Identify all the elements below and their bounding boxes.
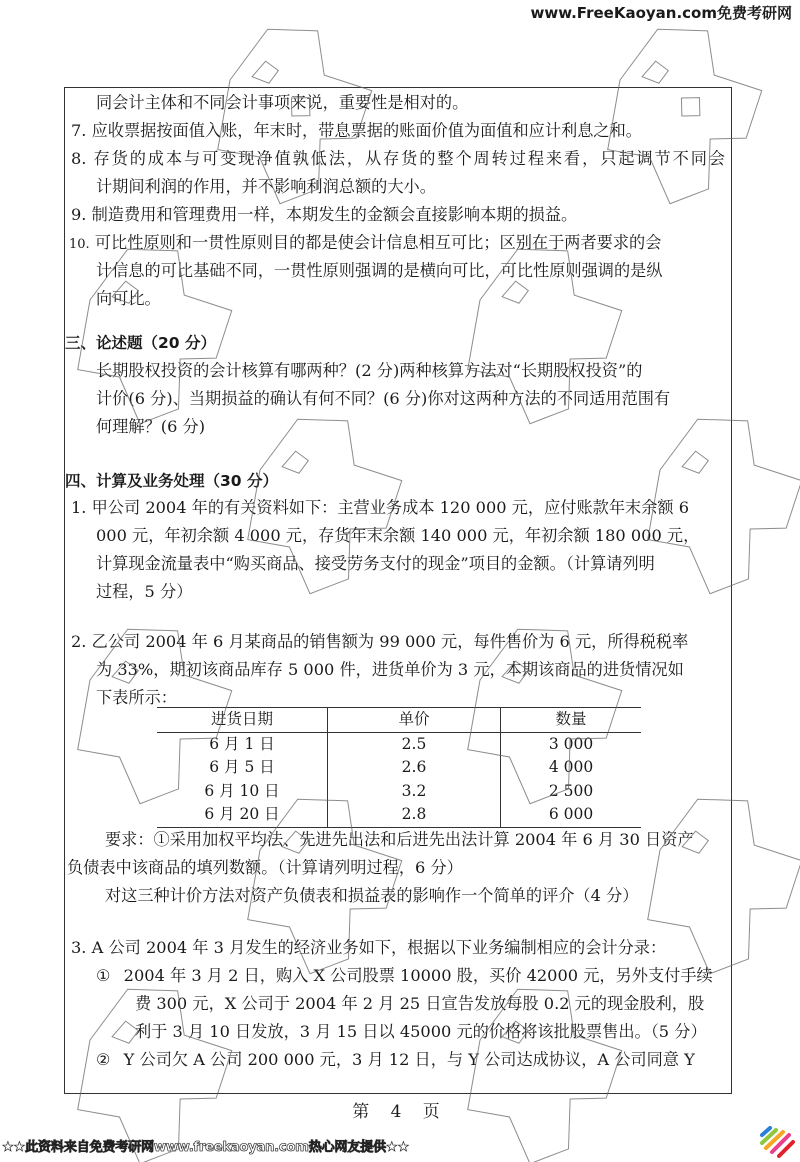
question-3-sub-1-line-3: 利于 3 月 10 日发放，3 月 15 日以 45000 元的价格将该批股票售出。（5 分） (135, 1022, 707, 1041)
cell-price: 2.6 (328, 756, 501, 780)
question-3-sub-1-line-2: 费 300 元，X 公司于 2004 年 2 月 25 日宣告发放每股 0.2 元的现金股利，股 (135, 994, 705, 1013)
section-three-line-1: 长期股权投资的会计核算有哪两种？(2 分)两种核算方法对“长期股权投资”的 (96, 361, 643, 380)
continuation-line: 同会计主体和不同会计事项来说，重要性是相对的。 (96, 93, 469, 112)
exam-content (65, 88, 731, 1093)
question-2-line-3: 下表所示： (96, 688, 177, 707)
question-1-line-4: 过程，5 分） (96, 582, 193, 601)
footer-note: ★★此资料来自免费考研网www.freekaoyan.com热心网友提供★★ (2, 1140, 409, 1155)
cell-date: 6 月 10 日 (157, 780, 328, 804)
cell-qty: 4 000 (548, 758, 594, 776)
cell-date: 6 月 1 日 (157, 732, 328, 756)
table-row (157, 803, 641, 827)
cell-qty: 6 000 (548, 805, 594, 823)
section-four-heading: 四、计算及业务处理（30 分） (65, 472, 278, 490)
question-3-sub-1 (96, 962, 725, 990)
table-header-row (157, 708, 641, 733)
item-text: 制造费用和管理费用一样，本期发生的金额会直接影响本期的损益。 (91, 205, 578, 224)
question-text: 甲公司 2004 年的有关资料如下：主营业务成本 120 000 元，应付账款年末余额 6 (91, 498, 690, 517)
cell-qty: 2 500 (548, 781, 594, 800)
sub-marker: ② (96, 1050, 111, 1069)
item-9 (71, 201, 725, 229)
question-3 (71, 934, 725, 962)
item-text: 可比性原则和一贯性原则目的都是使会计信息相互可比；区别在于两者要求的会 (94, 233, 662, 252)
section-three-line-3: 何理解？(6 分) (96, 417, 206, 436)
question-3-sub-2 (96, 1046, 725, 1074)
requirement-line-3: 对这三种计价方法对资产负债表和损益表的影响作一个简单的评介（4 分） (105, 886, 639, 905)
col-header-price: 单价 (328, 708, 501, 733)
col-header-date: 进货日期 (157, 708, 328, 733)
question-text: 乙公司 2004 年 6 月某商品的销售额为 99 000 元，每件售价为 6 元，所得税税率 (91, 632, 689, 651)
item-number: 9. (71, 205, 87, 224)
item-10 (69, 229, 725, 259)
logo-stripe (762, 1128, 770, 1135)
sub-text: 2004 年 3 月 2 日，购入 X 公司股票 10000 股，买价 42000 元，另外支付手续 (123, 966, 713, 985)
cell-price: 2.5 (328, 732, 501, 756)
question-number: 1. (71, 498, 87, 517)
question-1-line-3: 计算现金流量表中“购买商品、接受劳务支付的现金”项目的金额。（计算请列明 (96, 554, 655, 573)
item-number: 7. (71, 121, 87, 140)
question-2 (71, 628, 725, 656)
requirement-line-2: 负债表中该商品的填列数额。（计算请列明过程，6 分） (67, 858, 463, 877)
item-8 (71, 145, 725, 173)
table-row (157, 780, 641, 804)
section-three-line-2: 计价(6 分)、当期损益的确认有何不同？(6 分)你对这两种方法的不同适用范围有 (96, 389, 671, 408)
exam-page-frame (64, 87, 732, 1094)
page-number: 第 4 页 (352, 1102, 448, 1122)
item-10-cont-1: 计信息的可比基础不同，一贯性原则强调的是横向可比，可比性原则强调的是纵 (96, 261, 663, 280)
requirement-line-1: 要求：①采用加权平均法、先进先出法和后进先出法计算 2004 年 6 月 30 日资产 (105, 830, 694, 849)
question-1 (71, 494, 725, 522)
question-text: A 公司 2004 年 3 月发生的经济业务如下，根据以下业务编制相应的会计分录： (91, 938, 667, 957)
cell-price: 2.8 (328, 803, 501, 827)
item-number: 10. (69, 237, 90, 252)
question-number: 3. (71, 938, 87, 957)
site-header: www.FreeKaoyan.com免费考研网 (530, 4, 792, 22)
item-text: 应收票据按面值入账，年末时，带息票据的账面价值为面值和应计利息之和。 (91, 121, 642, 140)
table-row (157, 756, 641, 780)
col-header-qty: 数量 (555, 710, 587, 728)
cell-qty: 3 000 (548, 734, 594, 753)
question-2-line-2: 为 33%，期初该商品库存 5 000 件，进货单价为 3 元，本期该商品的进货情况如 (96, 660, 684, 679)
table-row (157, 732, 641, 756)
cell-price: 3.2 (328, 780, 501, 804)
purchase-table (157, 707, 641, 828)
cell-date: 6 月 20 日 (157, 803, 328, 827)
item-text: 存货的成本与可变现净值孰低法，从存货的整个周转过程来看，只起调节不同会 (93, 149, 725, 168)
section-three-heading: 三、论述题（20 分） (65, 334, 216, 352)
item-number: 8. (71, 149, 87, 168)
item-8-cont: 计期间利润的作用，并不影响利润总额的大小。 (96, 177, 436, 196)
sub-marker: ① (96, 966, 111, 985)
question-number: 2. (71, 632, 87, 651)
sub-text: Y 公司欠 A 公司 200 000 元，3 月 12 日，与 Y 公司达成协议，A 公司同意 Y (123, 1050, 695, 1069)
item-7 (71, 117, 725, 145)
question-1-line-2: 000 元，年初余额 4 000 元，存货年末余额 140 000 元，年初余额 180 000 元， (96, 526, 700, 545)
site-logo-icon (752, 1118, 798, 1160)
item-10-cont-2: 向可比。 (96, 289, 161, 308)
cell-date: 6 月 5 日 (157, 756, 328, 780)
